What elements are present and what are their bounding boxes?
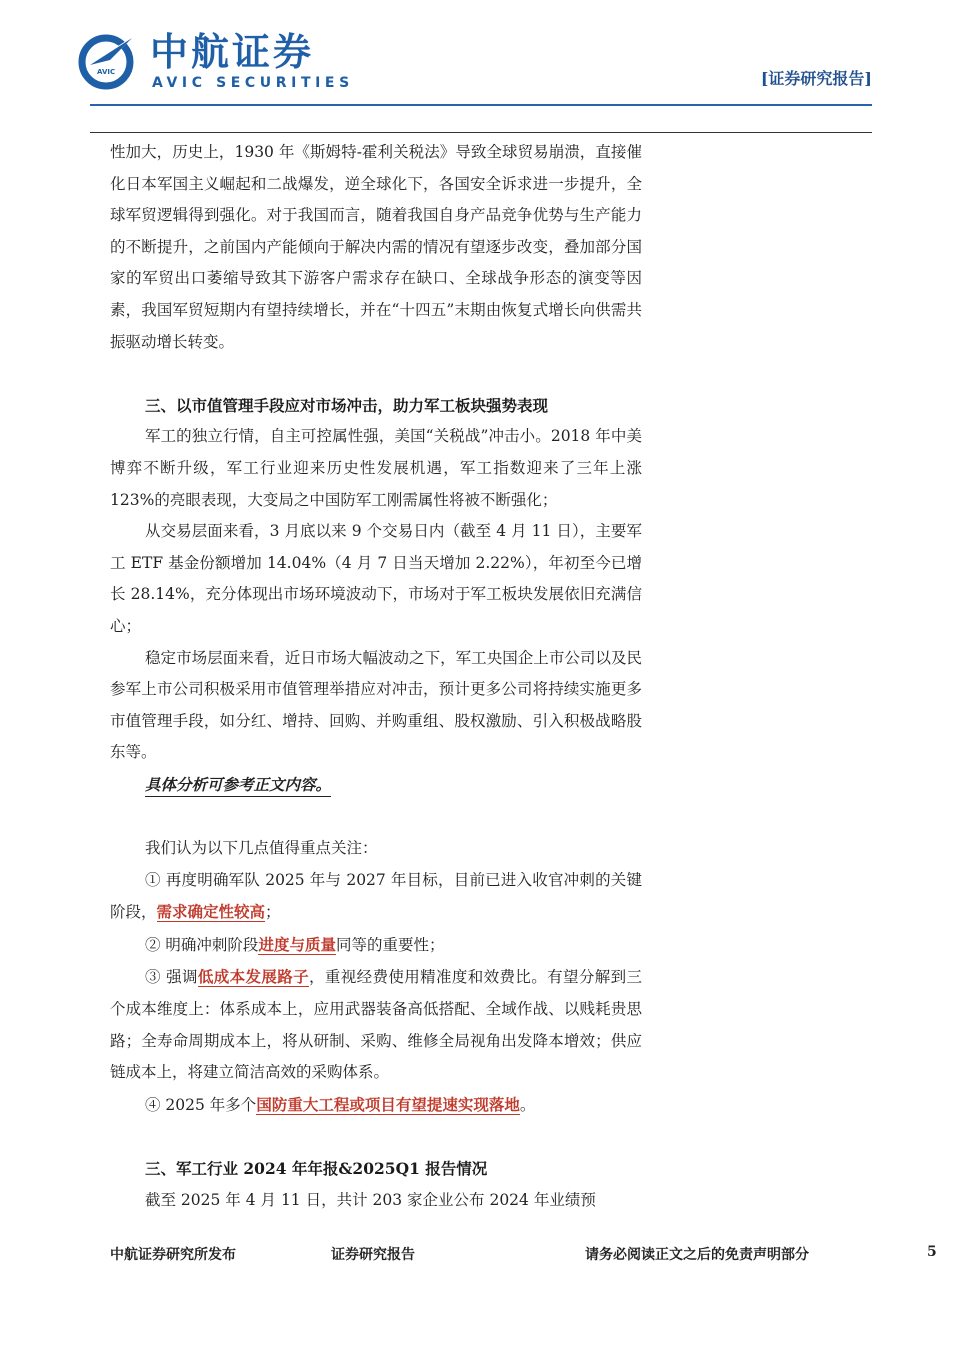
see-main-text-note: 具体分析可参考正文内容。: [110, 769, 642, 802]
brand-name-cn: 中航证券: [150, 30, 315, 74]
spacer: [110, 1121, 642, 1153]
paragraph-independent-market: 军工的独立行情，自主可控属性强，美国“关税战”冲击小。2018 年中美博弈不断升级，军工行业迎来历史性发展机遇，军工指数迎来了三年上涨 123%的亮眼表现，大变局之中国防军工刚需属性将被不断强化；: [110, 427, 642, 509]
key-point-2: ② 明确冲刺阶段进度与质量同等的重要性；: [145, 934, 445, 954]
page-footer: [0, 1240, 960, 1280]
paragraph-market-stability: 稳定市场层面来看，近日市场大幅波动之下，军工央国企上市公司以及民参军上市公司积极采用市值管理举措应对冲击，预计更多公司将持续实施更多市值管理手段，如分红、增持、回购、并购重组、股权激励、引入积极战略股东等。: [110, 648, 642, 762]
footer-disclaimer: 请务必阅读正文之后的免责声明部分: [585, 1247, 809, 1263]
footer-publisher: 中航证券研究所发布: [110, 1247, 236, 1263]
section-heading-annual-reports: 三、军工行业 2024 年年报&2025Q1 报告情况: [145, 1159, 488, 1178]
spacer: [110, 801, 642, 833]
page-number: 5: [927, 1244, 937, 1260]
key-point-4: ④ 2025 年多个国防重大工程或项目有望提速实现落地。: [145, 1094, 536, 1114]
spacer: [110, 358, 642, 390]
report-type-tag: [证券研究报告]: [760, 69, 872, 88]
highlight-major-projects: 国防重大工程或项目有望提速实现落地: [256, 1094, 520, 1114]
highlight-progress-quality: 进度与质量: [258, 934, 336, 954]
key-point-1: ① 再度明确军队 2025 年与 2027 年目标，目前已进入收官冲刺的关键阶段，需求确定性较高；: [110, 870, 642, 922]
paragraph-earnings-preview: 截至 2025 年 4 月 11 日，共计 203 家企业公布 2024 年业绩预: [145, 1190, 596, 1209]
logo-mark-text: AVIC: [97, 68, 116, 76]
key-points-intro: 我们认为以下几点值得重点关注：: [145, 839, 378, 858]
paragraph-trading-level: 从交易层面来看，3 月底以来 9 个交易日内（截至 4 月 11 日），主要军工 ETF 基金份额增加 14.04%（4 月 7 日当天增加 2.22%），年初至今已增长 28.14%，充分体现出市场环境波动下，市场对于军工板块发展依旧充满信心；: [110, 522, 642, 635]
paragraph-trade-context: 性加大，历史上，1930 年《斯姆特-霍利关税法》导致全球贸易崩溃，直接催化日本军国主义崛起和二战爆发，逆全球化下，各国安全诉求进一步提升，全球军贸逻辑得到强化。对于我国而言，随着我国自身产品竞争优势与生产能力的不断提升，之前国内产能倾向于解决内需的情况有望逐步改变，叠加部分国家的军贸出口萎缩导致其下游客户需求存在缺口、全球战争形态的演变等因素，我国军贸短期内有望持续增长，并在“十四五”末期由恢复式增长向供需共振驱动增长转变。: [110, 143, 642, 351]
highlight-low-cost: 低成本发展路子: [197, 967, 310, 987]
footer-doc-type: 证券研究报告: [331, 1247, 415, 1263]
section-heading-market-cap: 三、以市值管理手段应对市场冲击，助力军工板块强势表现: [145, 395, 549, 415]
report-body: [110, 137, 642, 1216]
page-header: [0, 0, 960, 134]
key-point-3: ③ 强调低成本发展路子，重视经费使用精准度和效费比。有望分解到三个成本维度上：体系成本上，应用武器装备高低搭配、全域作战、以贱耗贵思路；全寿命周期成本上，将从研制、采购、维修全局视角出发降本增效；供应链成本上，将建立简洁高效的采购体系。: [110, 967, 642, 1082]
avic-logo-icon: [78, 32, 136, 90]
highlight-demand-certainty: 需求确定性较高: [156, 902, 266, 922]
header-divider: [90, 104, 872, 106]
content-top-rule: [90, 132, 872, 133]
brand-name-en: AVIC SECURITIES: [152, 75, 354, 91]
